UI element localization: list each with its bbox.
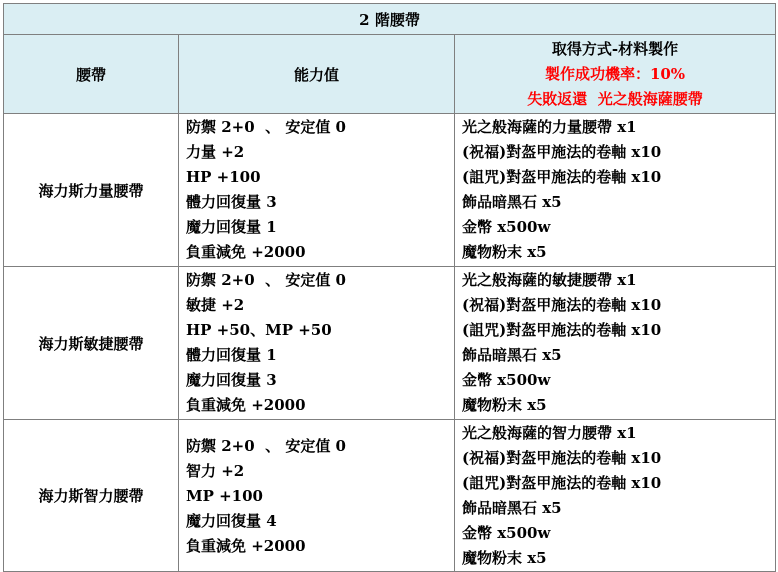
belt-name: 海力斯敏捷腰帶 bbox=[4, 267, 179, 420]
belt-name: 海力斯力量腰帶 bbox=[4, 114, 179, 267]
ability-item: 敏捷 +2 bbox=[186, 296, 245, 314]
material-item: 光之般海薩的智力腰帶 x1 bbox=[462, 424, 637, 442]
ability-item: 負重減免 +2000 bbox=[186, 536, 306, 555]
material-item: 金幣 x500w bbox=[462, 524, 551, 542]
ability-item: 魔力回復量 3 bbox=[186, 371, 277, 389]
material-item: (詛咒)對盔甲施法的卷軸 x10 bbox=[462, 474, 662, 492]
header-failure-return: 失敗返還 光之般海薩腰帶 bbox=[527, 89, 703, 108]
material-item: (祝福)對盔甲施法的卷軸 x10 bbox=[462, 449, 662, 467]
material-item: (祝福)對盔甲施法的卷軸 x10 bbox=[462, 296, 662, 314]
header-row bbox=[4, 35, 776, 114]
material-item: 飾品暗黑石 x5 bbox=[462, 346, 562, 364]
material-list bbox=[455, 267, 776, 420]
belt-name: 海力斯智力腰帶 bbox=[4, 420, 179, 572]
material-item: 金幣 x500w bbox=[462, 218, 551, 236]
material-item: 光之般海薩的敏捷腰帶 x1 bbox=[462, 271, 637, 289]
belt-crafting-table bbox=[3, 3, 776, 572]
ability-item: 智力 +2 bbox=[186, 461, 245, 480]
ability-item: 負重減免 +2000 bbox=[186, 243, 306, 261]
table-title: 2 階腰帶 bbox=[4, 4, 776, 35]
table-row bbox=[4, 267, 776, 420]
ability-item: 負重減免 +2000 bbox=[186, 396, 306, 414]
ability-item: HP +50、MP +50 bbox=[186, 321, 332, 339]
ability-item: 魔力回復量 4 bbox=[186, 511, 277, 530]
material-item: 光之般海薩的力量腰帶 x1 bbox=[462, 118, 637, 136]
header-ability: 能力值 bbox=[179, 35, 455, 114]
header-success-rate: 製作成功機率：10% bbox=[544, 64, 686, 83]
ability-item: 體力回復量 1 bbox=[186, 346, 277, 364]
material-list bbox=[455, 114, 776, 267]
ability-item: 防禦 2+0 、 安定值 0 bbox=[186, 436, 346, 455]
material-item: (祝福)對盔甲施法的卷軸 x10 bbox=[462, 143, 662, 161]
ability-item: 力量 +2 bbox=[186, 143, 245, 161]
header-method bbox=[455, 35, 776, 114]
material-item: (詛咒)對盔甲施法的卷軸 x10 bbox=[462, 168, 662, 186]
table-row bbox=[4, 114, 776, 267]
material-item: (詛咒)對盔甲施法的卷軸 x10 bbox=[462, 321, 662, 339]
material-list bbox=[455, 420, 776, 572]
material-item: 飾品暗黑石 x5 bbox=[462, 499, 562, 517]
title-row bbox=[4, 4, 776, 35]
ability-item: 體力回復量 3 bbox=[186, 193, 277, 211]
ability-list bbox=[179, 267, 455, 420]
ability-list bbox=[179, 114, 455, 267]
header-belt: 腰帶 bbox=[4, 35, 179, 114]
material-item: 飾品暗黑石 x5 bbox=[462, 193, 562, 211]
ability-item: 防禦 2+0 、 安定值 0 bbox=[186, 271, 346, 289]
ability-list bbox=[179, 420, 455, 572]
ability-item: HP +100 bbox=[186, 168, 261, 186]
material-item: 金幣 x500w bbox=[462, 371, 551, 389]
header-method-title: 取得方式-材料製作 bbox=[551, 39, 679, 58]
table-row bbox=[4, 420, 776, 572]
material-item: 魔物粉末 x5 bbox=[462, 396, 547, 414]
ability-item: 魔力回復量 1 bbox=[186, 218, 277, 236]
ability-item: 防禦 2+0 、 安定值 0 bbox=[186, 118, 346, 136]
ability-item: MP +100 bbox=[186, 486, 263, 505]
material-item: 魔物粉末 x5 bbox=[462, 243, 547, 261]
material-item: 魔物粉末 x5 bbox=[462, 549, 547, 567]
